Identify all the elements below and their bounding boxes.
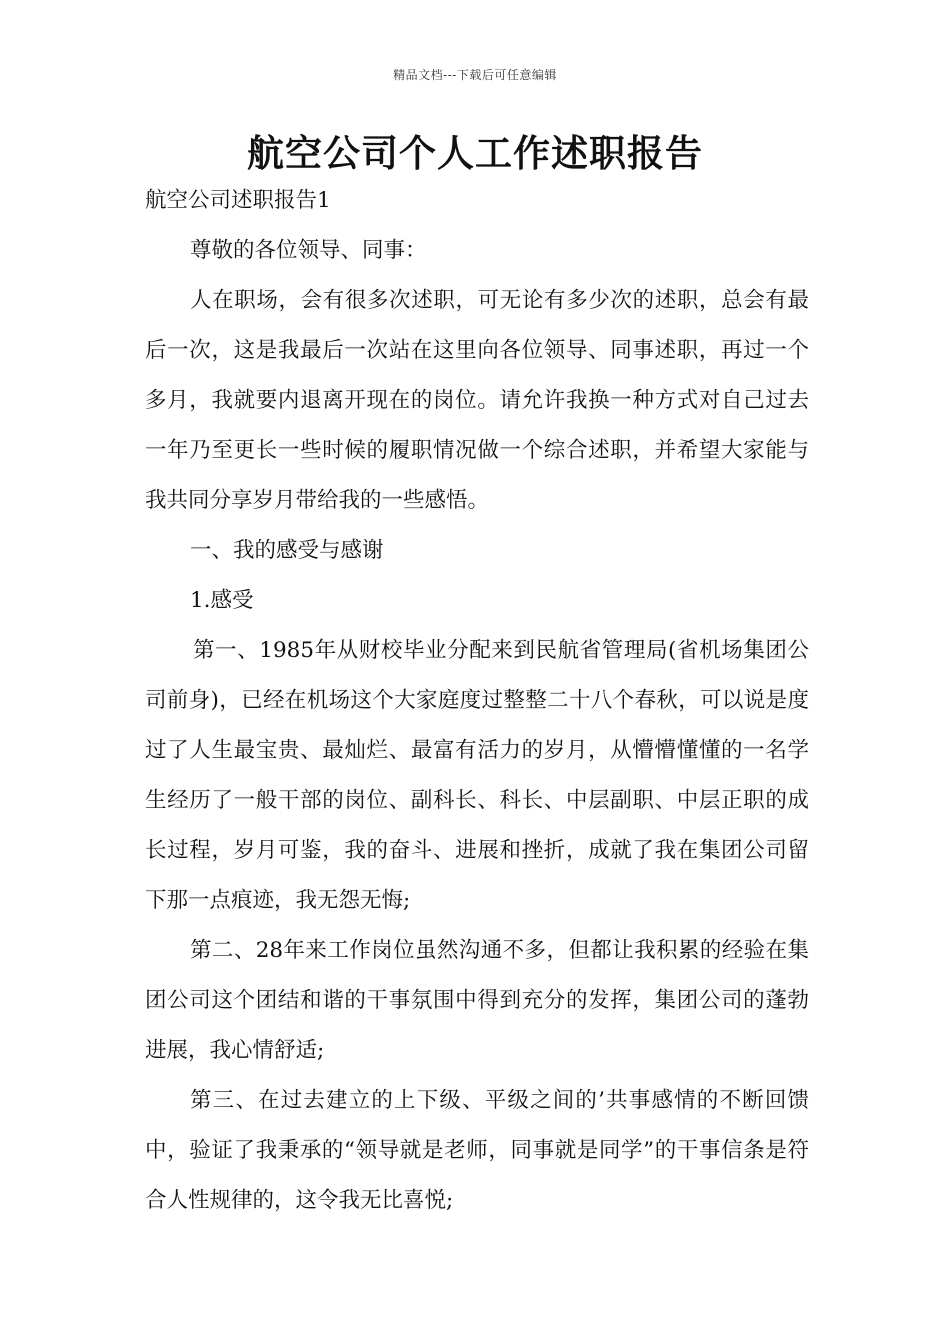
- document-subtitle: 航空公司述职报告1: [145, 188, 331, 213]
- greeting: 尊敬的各位领导、同事：: [190, 238, 427, 263]
- subsection-heading: 1.感受: [190, 588, 254, 613]
- point-paragraph: 第三、在过去建立的上下级、平级之间的’共事感情的不断回馈中，验证了我秉承的“领导就是老师，同事就是同学”的干事信条是符合人性规律的，这令我无比喜悦;: [145, 1088, 809, 1213]
- document-title: 航空公司个人工作述职报告: [247, 131, 703, 175]
- intro-paragraph: 人在职场，会有很多次述职，可无论有多少次的述职，总会有最后一次，这是我最后一次站在这里向各位领导、同事述职，再过一个多月，我就要内退离开现在的岗位。请允许我换一种方式对自己过去一年乃至更长一些时候的履职情况做一个综合述职，并希望大家能与我共同分享岁月带给我的一些感悟。: [145, 288, 809, 513]
- document-body: [145, 176, 809, 1226]
- header-note: 精品文档---下载后可任意编辑: [393, 68, 557, 82]
- section-heading: 一、我的感受与感谢: [190, 538, 384, 563]
- point-paragraph: 第二、28年来工作岗位虽然沟通不多，但都让我积累的经验在集团公司这个团结和谐的干事氛围中得到充分的发挥，集团公司的蓬勃进展，我心情舒适;: [145, 938, 809, 1063]
- point-paragraph: 第一、1985年从财校毕业分配来到民航省管理局(省机场集团公司前身)，已经在机场这个大家庭度过整整二十八个春秋，可以说是度过了人生最宝贵、最灿烂、最富有活力的岁月，从懵懵懂懂的一名学生经历了一般干部的岗位、副科长、科长、中层副职、中层正职的成长过程，岁月可鉴，我的奋斗、进展和挫折，成就了我在集团公司留下那一点痕迹，我无怨无悔;: [145, 638, 809, 913]
